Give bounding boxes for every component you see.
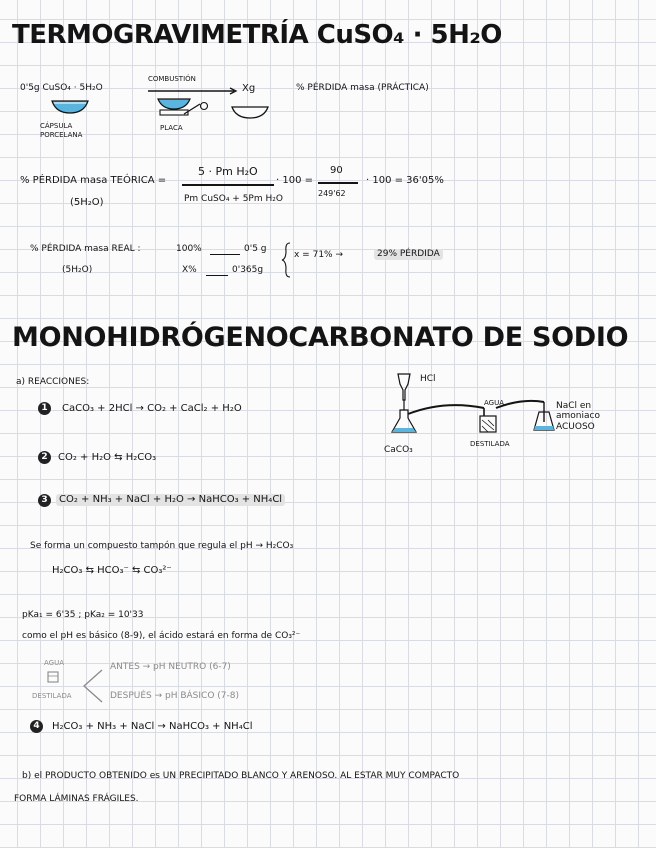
section-title: MONOHIDRÓGENOCARBONATO DE SODIO <box>12 322 629 353</box>
page-title: TERMOGRAVIMETRÍA CuSO₄ · 5H₂O <box>12 20 502 50</box>
capsule-icon <box>50 98 90 116</box>
real-label: % PÉRDIDA masa REAL : <box>30 244 141 254</box>
combustion-label: COMBUSTIÓN <box>148 75 196 83</box>
pk-explanation: como el pH es básico (8-9), el ácido estará en forma de CO₃²⁻ <box>22 631 301 641</box>
fraction-bar <box>318 182 358 184</box>
hcl-label: HCl <box>420 374 436 384</box>
apparatus-diagram <box>384 370 554 446</box>
real-row1-percent: 100% <box>176 244 202 254</box>
reaction-number-2: 2 <box>38 451 51 464</box>
capsule-label: CÁPSULA PORCELANA <box>40 122 83 140</box>
caco3-label: CaCO₃ <box>384 445 413 455</box>
reaction-1: CaCO₃ + 2HCl → CO₂ + CaCl₂ + H₂O <box>62 403 242 414</box>
reaction-2: CO₂ + H₂O ⇆ H₂CO₃ <box>58 452 157 463</box>
bracket-icon <box>80 668 106 704</box>
b-line-2: FORMA LÁMINAS FRÁGILES. <box>14 794 139 804</box>
dash <box>210 254 240 255</box>
plate-burner-icon <box>154 96 224 126</box>
perdida-practica-label: % PÉRDIDA masa (PRÁCTICA) <box>296 83 429 93</box>
agua-label: AGUA <box>484 399 505 407</box>
real-row1-mass: 0'5 g <box>244 244 267 254</box>
agua-small-label: AGUA <box>44 659 65 667</box>
teorica-label: % PÉRDIDA masa TEÓRICA = <box>20 175 167 186</box>
teorica-times: · 100 = <box>276 175 314 186</box>
destilada-small-label: DESTILADA <box>32 692 72 700</box>
teorica-numerator-value: 90 <box>330 165 343 176</box>
reaction-number-1: 1 <box>38 402 51 415</box>
teorica-numerator: 5 · Pm H₂O <box>198 165 258 178</box>
teorica-denominator: Pm CuSO₄ + 5Pm H₂O <box>184 194 283 204</box>
real-row2-mass: 0'365g <box>232 265 264 275</box>
sample-label: 0'5g CuSO₄ · 5H₂O <box>20 83 103 93</box>
real-x-value: x = 71% → <box>294 250 343 260</box>
teorica-sub: (5H₂O) <box>70 197 104 208</box>
antes-label: ANTES → pH NEUTRO (6-7) <box>110 662 231 672</box>
real-sub: (5H₂O) <box>62 265 93 275</box>
b-line-1: b) el PRODUCTO OBTENIDO es UN PRECIPITADO BLANCO Y ARENOSO. AL ESTAR MUY COMPACTO <box>22 771 460 781</box>
reaction-number-3: 3 <box>38 494 51 507</box>
capsule-result-icon <box>230 104 270 122</box>
destilada-label: DESTILADA <box>470 440 510 448</box>
real-result: 29% PÉRDIDA <box>374 249 443 260</box>
beaker-icon <box>46 670 60 684</box>
nacl-label: NaCl en amoniaco ACUOSO <box>556 401 600 432</box>
xg-label: Xg <box>242 83 256 94</box>
teorica-denominator-value: 249'62 <box>318 189 346 198</box>
reacciones-label: a) REACCIONES: <box>16 377 90 387</box>
plate-label: PLACA <box>160 124 183 132</box>
fraction-bar <box>182 184 274 186</box>
pk-values: pKa₁ = 6'35 ; pKa₂ = 10'33 <box>22 610 144 620</box>
teorica-result: · 100 = 36'05% <box>366 175 444 186</box>
combustion-arrow-icon <box>148 88 238 94</box>
dash <box>206 275 228 276</box>
tampon-line-2: H₂CO₃ ⇆ HCO₃⁻ ⇆ CO₃²⁻ <box>52 565 172 576</box>
real-row2-percent: X% <box>182 265 197 275</box>
tampon-line-1: Se forma un compuesto tampón que regula el pH → H₂CO₃ <box>30 541 294 551</box>
despues-label: DESPUÉS → pH BÁSICO (7-8) <box>110 691 239 701</box>
reaction-4: H₂CO₃ + NH₃ + NaCl → NaHCO₃ + NH₄Cl <box>52 721 253 732</box>
brace-icon <box>282 242 292 278</box>
reaction-number-4: 4 <box>30 720 43 733</box>
reaction-3: CO₂ + NH₃ + NaCl + H₂O → NaHCO₃ + NH₄Cl <box>56 494 285 506</box>
